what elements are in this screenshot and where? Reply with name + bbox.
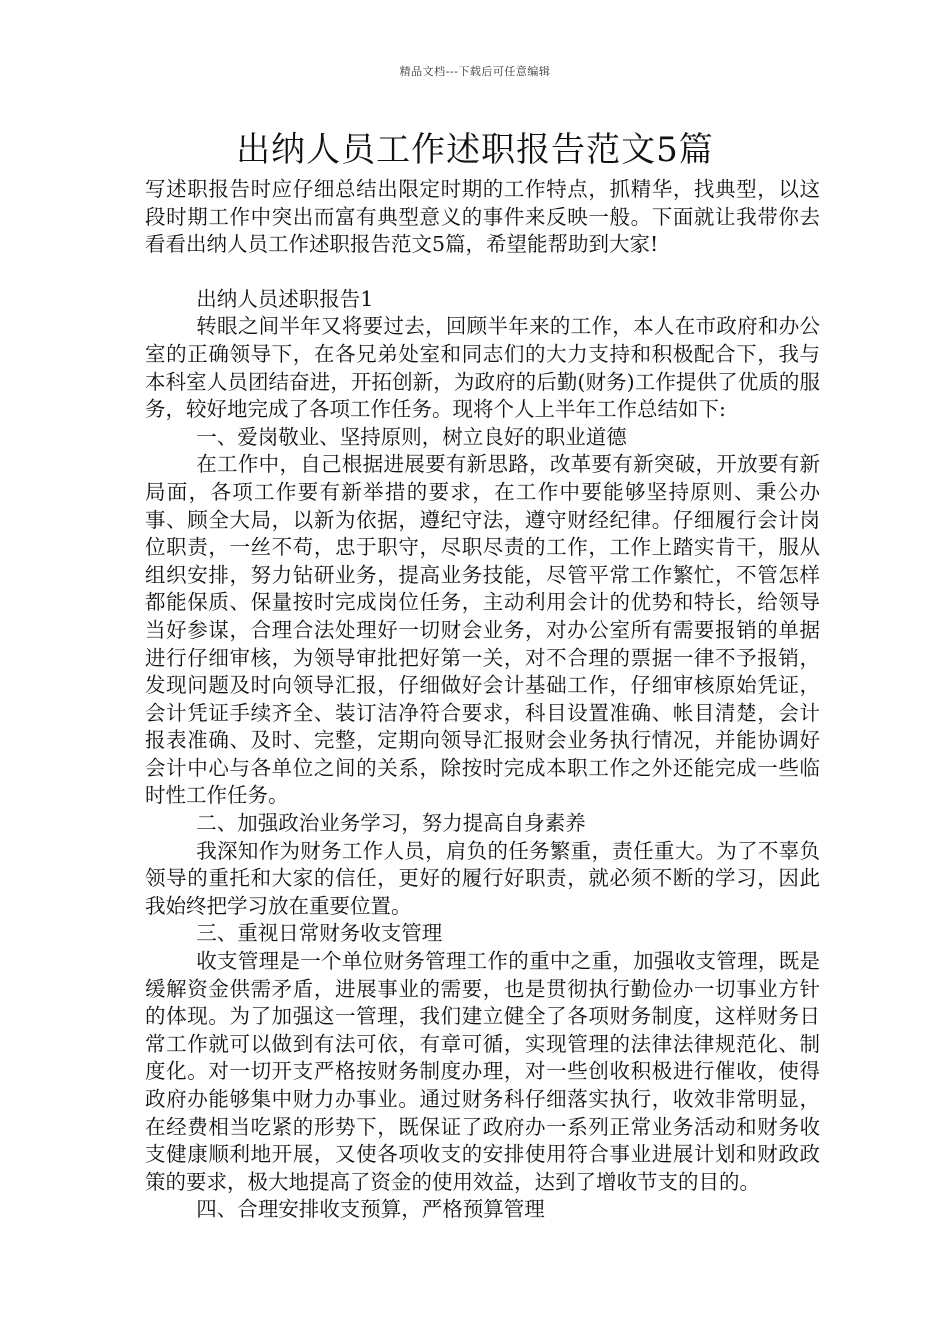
section-heading: 三、重视日常财务收支管理 (196, 921, 443, 946)
section-heading: 一、爱岗敬业、坚持原则，树立良好的职业道德 (196, 424, 627, 449)
document-body (145, 176, 820, 1224)
section-paragraph: 在工作中，自己根据进展要有新思路，改革要有新突破，开放要有新局面，各项工作要有新举措的要求，在工作中要能够坚持原则、秉公办事、顾全大局，以新为依据，遵纪守法，遵守财经纪律。仔细履行会计岗位职责，一丝不苟，忠于职守，尽职尽责的工作，工作上踏实肯干，服从组织安排，努力钻研业务，提高业务技能，尽管平常工作繁忙，不管怎样都能保质、保量按时完成岗位任务，主动利用会计的优势和特长，给领导当好参谋，合理合法处理好一切财会业务，对办公室所有需要报销的单据进行仔细审核，为领导审批把好第一关，对不合理的票据一律不予报销，发现问题及时向领导汇报，仔细做好会计基础工作，仔细审核原始凭证，会计凭证手续齐全、装订洁净符合要求，科目设置准确、帐目清楚，会计报表准确、及时、完整，定期向领导汇报财会业务执行情况，并能协调好会计中心与各单位之间的关系，除按时完成本职工作之外还能完成一些临时性工作任务。 (145, 452, 820, 808)
report-paragraph: 转眼之间半年又将要过去，回顾半年来的工作，本人在市政府和办公室的正确领导下，在各兄弟处室和同志们的大力支持和积极配合下，我与本科室人员团结奋进，开拓创新，为政府的后勤(财务)工作提供了优质的服务，较好地完成了各项工作任务。现将个人上半年工作总结如下: (145, 314, 820, 422)
report-heading: 出纳人员述职报告1 (196, 286, 374, 311)
page-header: 精品文档---下载后可任意编辑 (399, 65, 551, 78)
section-paragraph: 我深知作为财务工作人员，肩负的任务繁重，责任重大。为了不辜负领导的重托和大家的信任，更好的履行好职责，就必须不断的学习，因此我始终把学习放在重要位置。 (145, 838, 820, 918)
paragraph-gap (145, 259, 820, 286)
intro-paragraph: 写述职报告时应仔细总结出限定时期的工作特点，抓精华，找典型，以这段时期工作中突出而富有典型意义的事件来反映一般。下面就让我带你去看看出纳人员工作述职报告范文5篇，希望能帮助到大家! (145, 177, 820, 257)
document-title: 出纳人员工作述职报告范文5篇 (236, 130, 714, 170)
section-heading: 二、加强政治业务学习，努力提高自身素养 (196, 811, 586, 836)
section-heading: 四、合理安排收支预算，严格预算管理 (196, 1197, 545, 1222)
section-paragraph: 收支管理是一个单位财务管理工作的重中之重，加强收支管理，既是缓解资金供需矛盾，进展事业的需要，也是贯彻执行勤俭办一切事业方针的体现。为了加强这一管理，我们建立健全了各项财务制度，这样财务日常工作就可以做到有法可依，有章可循，实现管理的法律法律规范化、制度化。对一切开支严格按财务制度办理，对一些创收积极进行催收，使得政府办能够集中财力办事业。通过财务科仔细落实执行，收效非常明显，在经费相当吃紧的形势下，既保证了政府办一系列正常业务活动和财务收支健康顺利地开展，又使各项收支的安排使用符合事业进展计划和财政政策的要求，极大地提高了资金的使用效益，达到了增收节支的目的。 (145, 949, 820, 1194)
